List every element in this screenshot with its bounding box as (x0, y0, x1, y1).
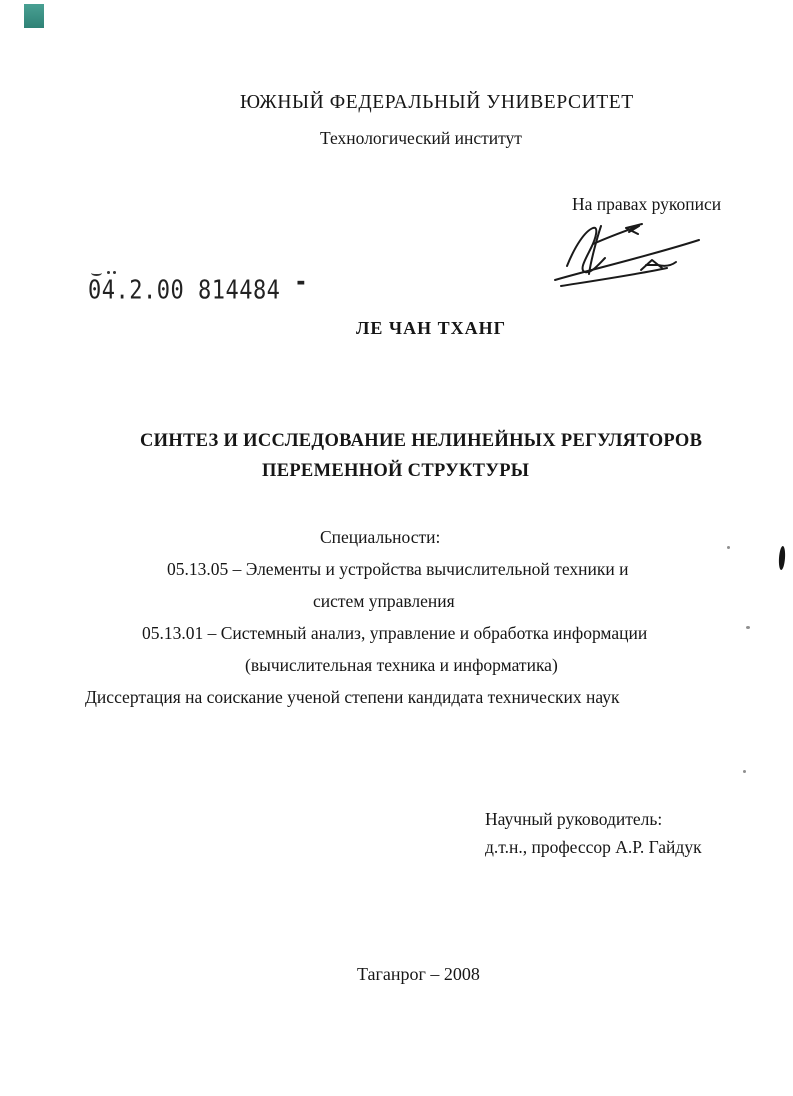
stamp-dot-mark (107, 271, 110, 274)
signature-underline (561, 268, 667, 286)
inventory-stamp (88, 267, 308, 306)
specialties-heading: Специальности: (320, 527, 441, 547)
supervisor-name: д.т.н., профессор А.Р. Гайдук (485, 837, 702, 857)
dissertation-title-line1: СИНТЕЗ И ИССЛЕДОВАНИЕ НЕЛИНЕЙНЫХ РЕГУЛЯТОРОВ (140, 431, 703, 451)
specialty-05-13-01-cont: (вычислительная техника и информатика) (245, 655, 558, 675)
scan-speck (743, 770, 746, 773)
specialty-05-13-01: 05.13.01 – Системный анализ, управление и обработка информации (142, 623, 648, 643)
ink-blob-artifact (778, 546, 786, 570)
signature (548, 218, 710, 288)
stamp-suffix: - (294, 267, 308, 298)
dissertation-degree-line: Диссертация на соискание ученой степени кандидата технических наук (85, 687, 620, 707)
corner-scan-mark (24, 4, 44, 28)
scan-speck (727, 546, 730, 549)
supervisor-label: Научный руководитель: (485, 809, 663, 829)
scan-speck (746, 626, 750, 629)
author-name: ЛЕ ЧАН ТХАНГ (356, 318, 507, 338)
specialty-05-13-05: 05.13.05 – Элементы и устройства вычислительной техники и (167, 559, 629, 579)
stamp-number: 04.2.00 814484 (88, 276, 281, 306)
dissertation-title-line2: ПЕРЕМЕННОЙ СТРУКТУРЫ (262, 461, 530, 481)
city-year: Таганрог – 2008 (357, 964, 480, 984)
manuscript-rights-note: На правах рукописи (572, 194, 722, 214)
stamp-dot-mark (113, 271, 116, 274)
specialty-05-13-05-cont: систем управления (313, 591, 455, 611)
signature-a-mark (641, 260, 676, 270)
institute-name: Технологический институт (320, 128, 522, 148)
university-name: ЮЖНЫЙ ФЕДЕРАЛЬНЫЙ УНИВЕРСИТЕТ (240, 92, 634, 113)
